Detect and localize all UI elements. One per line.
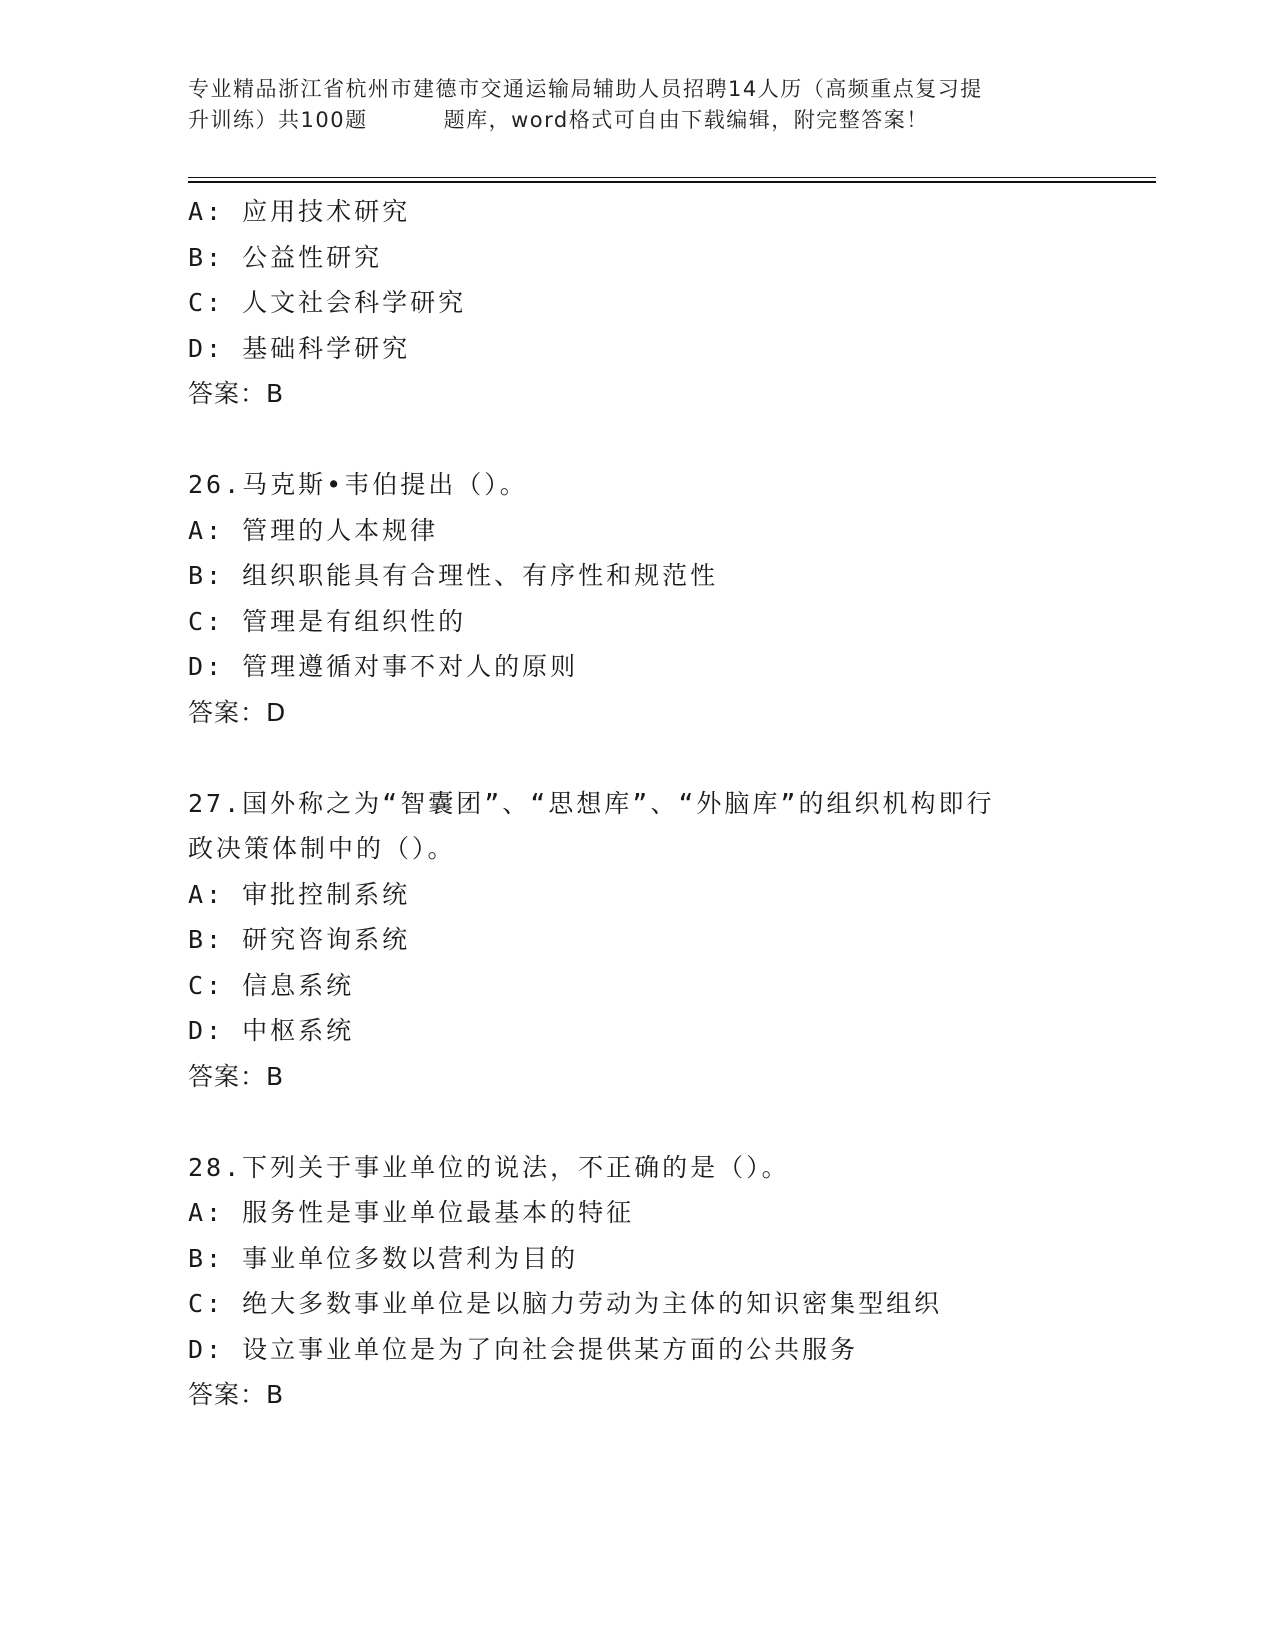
option-c: C: 人文社会科学研究 [188, 288, 467, 317]
question-stem: 28.下列关于事业单位的说法，不正确的是（）。 [188, 1152, 790, 1182]
page-header [188, 74, 1088, 136]
header-line-2 [188, 105, 1088, 136]
question-28 [188, 1145, 1088, 1418]
header-line-1: 专业精品浙江省杭州市建德市交通运输局辅助人员招聘14人历（高频重点复习提 [188, 77, 983, 101]
question-stem-continued: 政决策体制中的（）。 [188, 834, 456, 863]
option-b: B: 公益性研究 [188, 242, 383, 272]
option-c: C: 信息系统 [188, 970, 355, 1000]
option-a: A: 审批控制系统 [188, 879, 411, 909]
header-line-2-end: 题库，word格式可自由下载编辑，附完整答案！ [443, 108, 929, 132]
header-line-2-start: 升训练）共100题 [188, 108, 368, 132]
header-divider [188, 177, 1156, 183]
answer-line: 答案：D [188, 697, 287, 727]
question-stem: 26.马克斯•韦伯提出（）。 [188, 470, 528, 499]
answer-line: 答案：B [188, 379, 285, 408]
option-c: C: 绝大多数事业单位是以脑力劳动为主体的知识密集型组织 [188, 1289, 943, 1318]
option-b: B: 研究咨询系统 [188, 925, 411, 954]
option-b: B: 事业单位多数以营利为目的 [188, 1243, 579, 1273]
option-d: D: 基础科学研究 [188, 333, 411, 363]
question-26 [188, 462, 1088, 735]
option-c: C: 管理是有组织性的 [188, 606, 467, 636]
continued-question-block [188, 189, 1088, 417]
question-27 [188, 781, 1088, 1100]
option-a: A: 管理的人本规律 [188, 515, 439, 545]
question-content [188, 189, 1088, 1418]
answer-line: 答案：B [188, 1380, 285, 1409]
option-d: D: 设立事业单位是为了向社会提供某方面的公共服务 [188, 1334, 859, 1364]
option-a: A: 应用技术研究 [188, 197, 411, 226]
option-a: A: 服务性是事业单位最基本的特征 [188, 1198, 635, 1227]
option-d: D: 管理遵循对事不对人的原则 [188, 652, 579, 681]
question-stem: 27.国外称之为“智囊团”、“思想库”、“外脑库”的组织机构即行 [188, 788, 995, 818]
option-b: B: 组织职能具有合理性、有序性和规范性 [188, 561, 719, 590]
option-d: D: 中枢系统 [188, 1016, 355, 1045]
answer-line: 答案：B [188, 1061, 285, 1091]
